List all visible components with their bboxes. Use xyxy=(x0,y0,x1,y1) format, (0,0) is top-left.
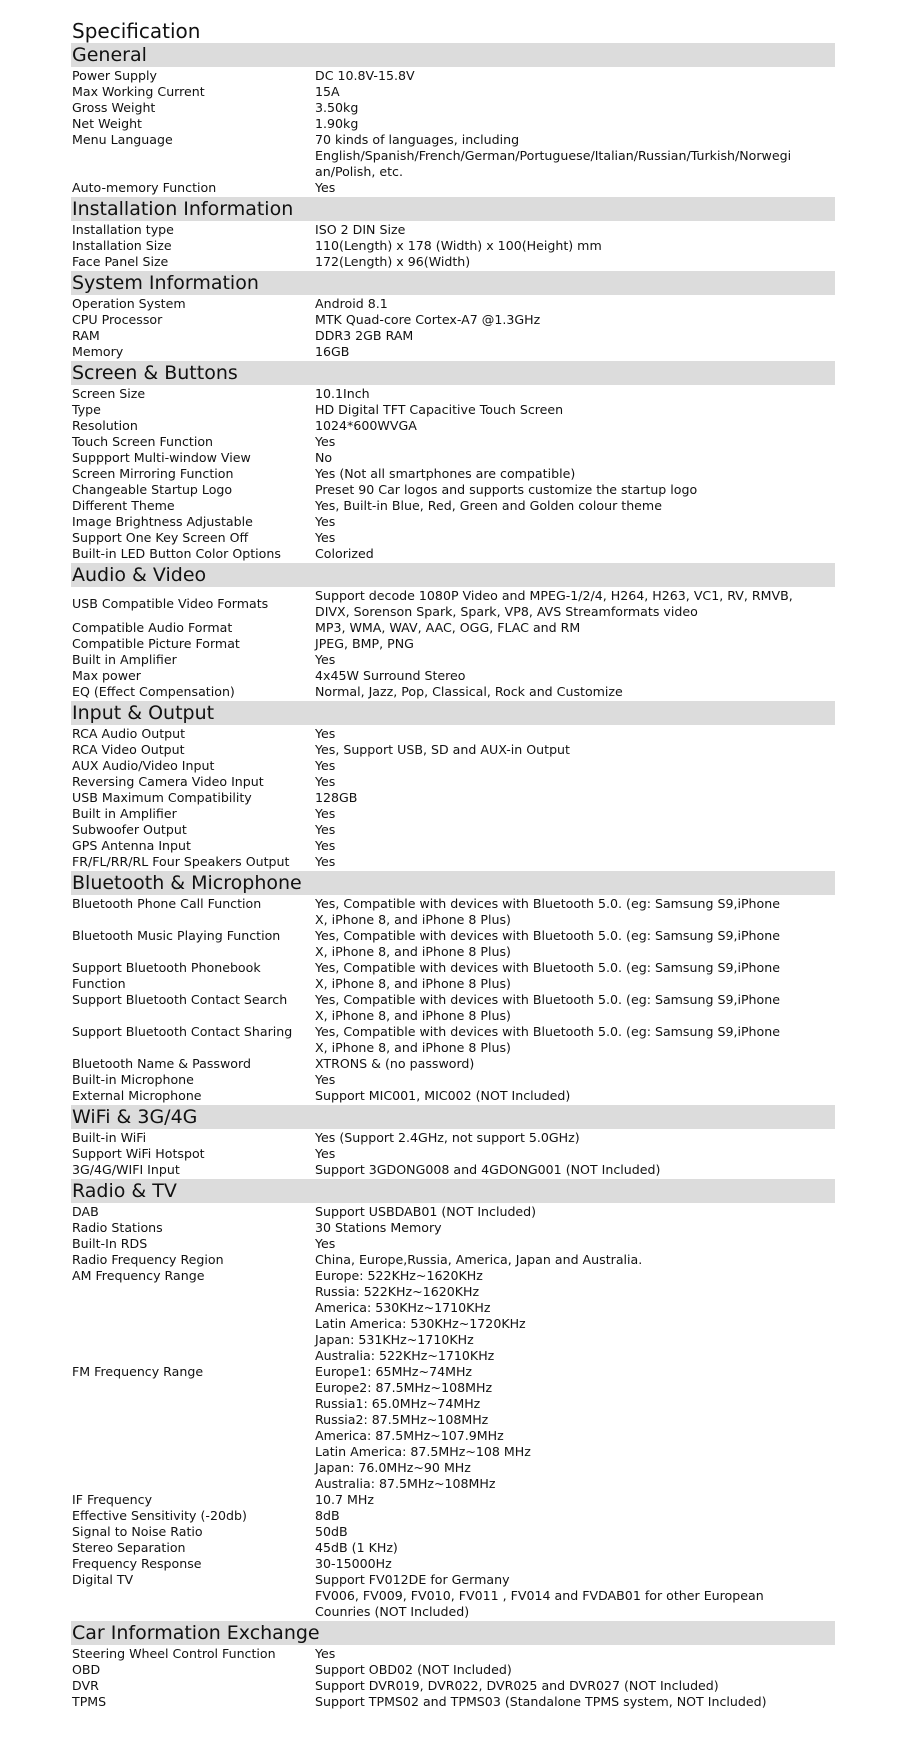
spec-label: IF Frequency xyxy=(72,1492,153,1507)
spec-label: Menu Language xyxy=(72,132,173,147)
spec-value: Yes xyxy=(315,838,336,853)
spec-row xyxy=(71,896,835,928)
section-rows xyxy=(71,221,835,270)
spec-label: RAM xyxy=(72,328,100,343)
spec-value: Support DVR019, DVR022, DVR025 and DVR027 (NOT Included) xyxy=(315,1678,719,1693)
spec-value: Support TPMS02 and TPMS03 (Standalone TPMS system, NOT Included) xyxy=(315,1694,767,1709)
section-header: Screen & Buttons xyxy=(71,361,835,385)
section-header: System Information xyxy=(71,271,835,295)
spec-row xyxy=(71,498,835,514)
spec-section xyxy=(71,701,835,870)
spec-row xyxy=(71,328,835,344)
spec-row xyxy=(71,1088,835,1104)
spec-row xyxy=(71,774,835,790)
section-rows xyxy=(71,1203,835,1620)
spec-row xyxy=(71,668,835,684)
spec-row xyxy=(71,1678,835,1694)
spec-label: DVR xyxy=(72,1678,99,1693)
spec-value: Yes xyxy=(315,1646,336,1661)
spec-label: USB Maximum Compatibility xyxy=(72,790,252,805)
spec-row xyxy=(71,68,835,84)
spec-label: Bluetooth Name & Password xyxy=(72,1056,251,1071)
spec-value: Yes xyxy=(315,806,336,821)
spec-label: Stereo Separation xyxy=(72,1540,186,1555)
section-header: General xyxy=(71,43,835,67)
spec-value: 45dB (1 KHz) xyxy=(315,1540,398,1555)
spec-label: Changeable Startup Logo xyxy=(72,482,233,497)
spec-row xyxy=(71,132,835,180)
spec-label: Frequency Response xyxy=(72,1556,202,1571)
spec-label: External Microphone xyxy=(72,1088,202,1103)
spec-section xyxy=(71,871,835,1104)
spec-value: Yes xyxy=(315,530,336,545)
spec-value: Europe1: 65MHz~74MHz Europe2: 87.5MHz~108MHz Russia1: 65.0MHz~74MHz Russia2: 87.5MHz~108MHz America: 87.5MHz~107.9MHz Latin America: 87.5MHz~108 MHz Japan: 76.0MHz~90 MHz Australia: 87.5MHz~108MHz xyxy=(315,1364,531,1491)
spec-value: Support 3GDONG008 and 4GDONG001 (NOT Included) xyxy=(315,1162,661,1177)
spec-value: 70 kinds of languages, including English/Spanish/French/German/Portuguese/Italian/Russian/Turkish/Norwegi an/Polish, etc. xyxy=(315,132,792,179)
spec-row xyxy=(71,514,835,530)
spec-label: Radio Stations xyxy=(72,1220,163,1235)
spec-row xyxy=(71,482,835,498)
section-header: WiFi & 3G/4G xyxy=(71,1105,835,1129)
spec-label: Max Working Current xyxy=(72,84,205,99)
spec-row xyxy=(71,726,835,742)
spec-value: 110(Length) x 178 (Width) x 100(Height) mm xyxy=(315,238,602,253)
spec-row xyxy=(71,180,835,196)
spec-value: HD Digital TFT Capacitive Touch Screen xyxy=(315,402,564,417)
section-header: Installation Information xyxy=(71,197,835,221)
spec-value: 16GB xyxy=(315,344,350,359)
spec-value: 1024*600WVGA xyxy=(315,418,417,433)
spec-row xyxy=(71,790,835,806)
spec-row xyxy=(71,100,835,116)
spec-value: Yes (Support 2.4GHz, not support 5.0GHz) xyxy=(315,1130,580,1145)
spec-value: Support USBDAB01 (NOT Included) xyxy=(315,1204,537,1219)
spec-row xyxy=(71,1146,835,1162)
spec-sections xyxy=(71,43,835,1710)
spec-value: 15A xyxy=(315,84,340,99)
spec-value: Support OBD02 (NOT Included) xyxy=(315,1662,512,1677)
spec-section xyxy=(71,1105,835,1178)
spec-row xyxy=(71,806,835,822)
spec-section xyxy=(71,1179,835,1620)
spec-label: Built-In RDS xyxy=(72,1236,148,1251)
spec-label: Radio Frequency Region xyxy=(72,1252,224,1267)
spec-value: Yes xyxy=(315,514,336,529)
spec-row xyxy=(71,116,835,132)
spec-row xyxy=(71,1056,835,1072)
spec-value: Preset 90 Car logos and supports customize the startup logo xyxy=(315,482,698,497)
spec-row xyxy=(71,466,835,482)
spec-label: Built in Amplifier xyxy=(72,806,177,821)
spec-row xyxy=(71,652,835,668)
spec-value: Yes xyxy=(315,726,336,741)
section-rows xyxy=(71,1129,835,1178)
spec-label: Installation Size xyxy=(72,238,172,253)
spec-value: XTRONS & (no password) xyxy=(315,1056,475,1071)
spec-row xyxy=(71,1220,835,1236)
spec-row xyxy=(71,758,835,774)
spec-row xyxy=(71,1572,835,1620)
section-header: Bluetooth & Microphone xyxy=(71,871,835,895)
section-header: Radio & TV xyxy=(71,1179,835,1203)
spec-row xyxy=(71,1162,835,1178)
spec-row xyxy=(71,546,835,562)
spec-label: Auto-memory Function xyxy=(72,180,217,195)
spec-sheet xyxy=(71,18,835,1710)
spec-value: Yes xyxy=(315,1146,336,1161)
spec-value: Support decode 1080P Video and MPEG-1/2/4, H264, H263, VC1, RV, RMVB, DIVX, Sorenson Spark, Spark, VP8, AVS Streamformats video xyxy=(315,588,793,619)
section-rows xyxy=(71,295,835,360)
spec-value: Yes (Not all smartphones are compatible) xyxy=(315,466,576,481)
spec-label: Support WiFi Hotspot xyxy=(72,1146,205,1161)
spec-row xyxy=(71,1556,835,1572)
spec-row xyxy=(71,296,835,312)
spec-label: Image Brightness Adjustable xyxy=(72,514,253,529)
spec-value: 30-15000Hz xyxy=(315,1556,392,1571)
spec-value: Yes xyxy=(315,180,336,195)
spec-row xyxy=(71,1236,835,1252)
spec-value: DDR3 2GB RAM xyxy=(315,328,414,343)
spec-section xyxy=(71,43,835,196)
spec-label: Bluetooth Phone Call Function xyxy=(72,896,262,911)
spec-value: Yes xyxy=(315,822,336,837)
spec-value: ISO 2 DIN Size xyxy=(315,222,406,237)
spec-row xyxy=(71,238,835,254)
spec-value: Support MIC001, MIC002 (NOT Included) xyxy=(315,1088,571,1103)
spec-value: Yes xyxy=(315,774,336,789)
spec-row xyxy=(71,854,835,870)
spec-row xyxy=(71,636,835,652)
spec-value: MP3, WMA, WAV, AAC, OGG, FLAC and RM xyxy=(315,620,581,635)
spec-value: Support FV012DE for Germany FV006, FV009, FV010, FV011 , FV014 and FVDAB01 for other European Counries (NOT Included) xyxy=(315,1572,764,1619)
spec-label: Reversing Camera Video Input xyxy=(72,774,264,789)
spec-label: Built-in WiFi xyxy=(72,1130,147,1145)
section-header: Input & Output xyxy=(71,701,835,725)
spec-value: 172(Length) x 96(Width) xyxy=(315,254,471,269)
spec-label: Support Bluetooth Phonebook Function xyxy=(72,960,261,991)
spec-label: Face Panel Size xyxy=(72,254,169,269)
spec-label: GPS Antenna Input xyxy=(72,838,191,853)
spec-row xyxy=(71,1364,835,1492)
spec-label: EQ (Effect Compensation) xyxy=(72,684,235,699)
spec-label: Signal to Noise Ratio xyxy=(72,1524,203,1539)
spec-row xyxy=(71,620,835,636)
spec-row xyxy=(71,418,835,434)
spec-value: Yes xyxy=(315,434,336,449)
spec-label: Bluetooth Music Playing Function xyxy=(72,928,281,943)
spec-row xyxy=(71,1694,835,1710)
spec-value: Yes xyxy=(315,1072,336,1087)
spec-value: DC 10.8V-15.8V xyxy=(315,68,415,83)
spec-value: 1.90kg xyxy=(315,116,359,131)
spec-value: Yes xyxy=(315,758,336,773)
spec-row xyxy=(71,386,835,402)
spec-row xyxy=(71,1492,835,1508)
spec-section xyxy=(71,197,835,270)
spec-row xyxy=(71,838,835,854)
spec-value: 50dB xyxy=(315,1524,348,1539)
spec-value: Yes, Built-in Blue, Red, Green and Golden colour theme xyxy=(315,498,662,513)
spec-section xyxy=(71,563,835,700)
section-rows xyxy=(71,385,835,562)
spec-label: RCA Audio Output xyxy=(72,726,186,741)
spec-row xyxy=(71,992,835,1024)
spec-label: Support Bluetooth Contact Sharing xyxy=(72,1024,293,1039)
spec-value: 8dB xyxy=(315,1508,340,1523)
spec-row xyxy=(71,822,835,838)
spec-value: Yes, Support USB, SD and AUX-in Output xyxy=(315,742,570,757)
section-header: Audio & Video xyxy=(71,563,835,587)
spec-value: Yes xyxy=(315,854,336,869)
spec-label: Screen Size xyxy=(72,386,146,401)
spec-value: 10.1Inch xyxy=(315,386,370,401)
spec-row xyxy=(71,1524,835,1540)
spec-label: FM Frequency Range xyxy=(72,1364,204,1379)
section-rows xyxy=(71,725,835,870)
spec-row xyxy=(71,344,835,360)
spec-label: Digital TV xyxy=(72,1572,134,1587)
spec-row xyxy=(71,1130,835,1146)
spec-row xyxy=(71,1024,835,1056)
spec-row xyxy=(71,1508,835,1524)
spec-row xyxy=(71,530,835,546)
spec-label: AM Frequency Range xyxy=(72,1268,205,1283)
spec-label: Type xyxy=(72,402,101,417)
spec-row xyxy=(71,1252,835,1268)
spec-row xyxy=(71,928,835,960)
spec-label: Steering Wheel Control Function xyxy=(72,1646,276,1661)
spec-label: AUX Audio/Video Input xyxy=(72,758,215,773)
section-header: Car Information Exchange xyxy=(71,1621,835,1645)
spec-section xyxy=(71,361,835,562)
spec-label: Screen Mirroring Function xyxy=(72,466,234,481)
spec-label: Installation type xyxy=(72,222,174,237)
spec-label: Support One Key Screen Off xyxy=(72,530,249,545)
spec-label: OBD xyxy=(72,1662,101,1677)
spec-label: Compatible Picture Format xyxy=(72,636,240,651)
spec-label: Power Supply xyxy=(72,68,157,83)
spec-label: Gross Weight xyxy=(72,100,156,115)
spec-section xyxy=(71,1621,835,1710)
spec-value: 128GB xyxy=(315,790,358,805)
spec-label: Different Theme xyxy=(72,498,175,513)
spec-label: Operation System xyxy=(72,296,186,311)
spec-row xyxy=(71,450,835,466)
spec-value: Yes, Compatible with devices with Bluetooth 5.0. (eg: Samsung S9,iPhone X, iPhone 8, and iPhone 8 Plus) xyxy=(315,896,780,927)
spec-value: JPEG, BMP, PNG xyxy=(315,636,414,651)
spec-label: USB Compatible Video Formats xyxy=(72,596,269,611)
spec-value: Yes xyxy=(315,652,336,667)
spec-row xyxy=(71,684,835,700)
section-rows xyxy=(71,895,835,1104)
spec-value: Yes, Compatible with devices with Bluetooth 5.0. (eg: Samsung S9,iPhone X, iPhone 8, and iPhone 8 Plus) xyxy=(315,928,780,959)
spec-value: 3.50kg xyxy=(315,100,359,115)
spec-row xyxy=(71,1646,835,1662)
spec-row xyxy=(71,222,835,238)
spec-label: TPMS xyxy=(72,1694,107,1709)
spec-row xyxy=(71,84,835,100)
spec-value: Yes, Compatible with devices with Bluetooth 5.0. (eg: Samsung S9,iPhone X, iPhone 8, and iPhone 8 Plus) xyxy=(315,960,780,991)
spec-label: Effective Sensitivity (-20db) xyxy=(72,1508,247,1523)
spec-value: 30 Stations Memory xyxy=(315,1220,442,1235)
spec-label: Suppport Multi-window View xyxy=(72,450,251,465)
spec-value: Android 8.1 xyxy=(315,296,388,311)
spec-value: Europe: 522KHz~1620KHz Russia: 522KHz~1620KHz America: 530KHz~1710KHz Latin America: 530KHz~1720KHz Japan: 531KHz~1710KHz Australia: 522KHz~1710KHz xyxy=(315,1268,526,1363)
spec-label: DAB xyxy=(72,1204,99,1219)
spec-label: Net Weight xyxy=(72,116,142,131)
spec-row xyxy=(71,742,835,758)
spec-label: RCA Video Output xyxy=(72,742,185,757)
spec-row xyxy=(71,588,835,620)
spec-row xyxy=(71,254,835,270)
spec-row xyxy=(71,1540,835,1556)
spec-row xyxy=(71,312,835,328)
spec-value: No xyxy=(315,450,333,465)
spec-label: CPU Processor xyxy=(72,312,163,327)
spec-row xyxy=(71,1662,835,1678)
spec-label: Built-in Microphone xyxy=(72,1072,194,1087)
spec-value: China, Europe,Russia, America, Japan and Australia. xyxy=(315,1252,643,1267)
page-title: Specification xyxy=(72,19,201,43)
spec-label: Subwoofer Output xyxy=(72,822,187,837)
spec-row xyxy=(71,960,835,992)
spec-value: MTK Quad-core Cortex-A7 @1.3GHz xyxy=(315,312,541,327)
spec-row xyxy=(71,1268,835,1364)
spec-label: Built in Amplifier xyxy=(72,652,177,667)
spec-label: FR/FL/RR/RL Four Speakers Output xyxy=(72,854,290,869)
section-rows xyxy=(71,587,835,700)
spec-label: Max power xyxy=(72,668,141,683)
spec-label: Resolution xyxy=(72,418,138,433)
spec-value: Colorized xyxy=(315,546,374,561)
spec-label: Compatible Audio Format xyxy=(72,620,233,635)
spec-row xyxy=(71,434,835,450)
spec-value: 10.7 MHz xyxy=(315,1492,374,1507)
spec-label: Support Bluetooth Contact Search xyxy=(72,992,288,1007)
section-rows xyxy=(71,67,835,196)
spec-label: Memory xyxy=(72,344,124,359)
spec-label: 3G/4G/WIFI Input xyxy=(72,1162,180,1177)
spec-value: Normal, Jazz, Pop, Classical, Rock and Customize xyxy=(315,684,623,699)
spec-row xyxy=(71,402,835,418)
spec-value: Yes, Compatible with devices with Bluetooth 5.0. (eg: Samsung S9,iPhone X, iPhone 8, and iPhone 8 Plus) xyxy=(315,992,780,1023)
spec-label: Built-in LED Button Color Options xyxy=(72,546,281,561)
spec-value: Yes xyxy=(315,1236,336,1251)
spec-label: Touch Screen Function xyxy=(72,434,214,449)
spec-row xyxy=(71,1072,835,1088)
spec-row xyxy=(71,1204,835,1220)
spec-value: 4x45W Surround Stereo xyxy=(315,668,466,683)
section-rows xyxy=(71,1645,835,1710)
spec-section xyxy=(71,271,835,360)
spec-value: Yes, Compatible with devices with Bluetooth 5.0. (eg: Samsung S9,iPhone X, iPhone 8, and iPhone 8 Plus) xyxy=(315,1024,780,1055)
